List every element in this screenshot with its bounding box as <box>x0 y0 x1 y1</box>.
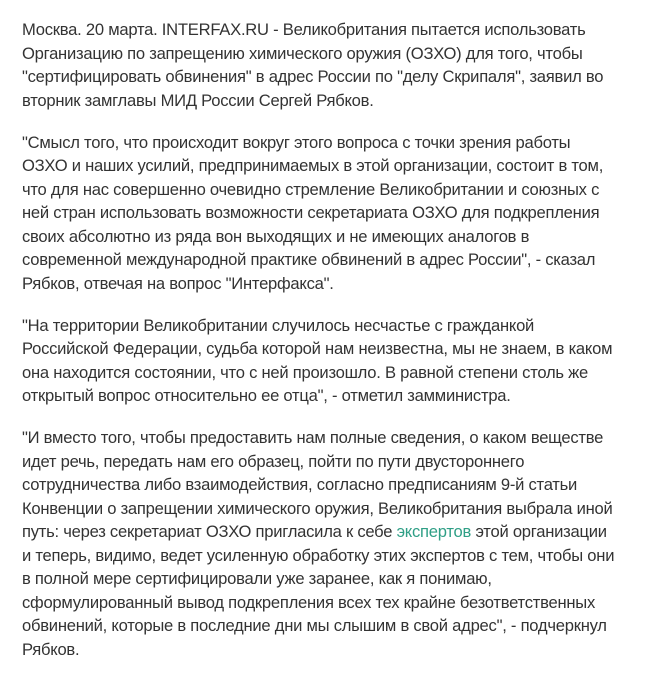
article-body <box>22 18 662 680</box>
text-line: "На территории Великобритании случилось несчастье с гражданкой <box>22 315 535 335</box>
text-line: Рябков, отвечая на вопрос "Интерфакса". <box>22 273 334 293</box>
text-line: современной международной практике обвинений в адрес России", - сказал <box>22 250 596 269</box>
text-line: "сертифицировать обвинения" в адрес России по "делу Скрипаля", заявил во <box>22 67 604 86</box>
paragraph-quote-2 <box>22 314 662 408</box>
text-segment: путь: через секретариат ОЗХО пригласила к себе <box>22 522 397 541</box>
text-line: сформулированный вывод подкрепления всех тех крайне безответственных <box>22 592 595 612</box>
text-line: что для нас совершенно очевидно стремление Великобритании и союзных с <box>22 179 600 199</box>
text-line: она находится состоянии, что с ней произошло. В равной степени столь же <box>22 362 588 382</box>
text-line: и теперь, видимо, ведет усиленную обработку этих экспертов с тем, чтобы они <box>22 545 615 565</box>
text-line: обвинений, которые в последние дни мы слышим в свой адрес", - подчеркнул <box>22 616 607 635</box>
experts-link[interactable]: экспертов <box>396 522 472 541</box>
text-segment: этой организации <box>471 522 607 541</box>
text-line: Российской Федерации, судьба которой нам неизвестна, мы не знаем, в каком <box>22 339 613 358</box>
paragraph-quote-3 <box>22 426 662 661</box>
text-line: сотрудничества либо взаимодействия, согласно предписаниям 9-й статьи <box>22 475 578 494</box>
text-line: вторник замглавы МИД России Сергей Рябков. <box>22 90 374 110</box>
paragraph-quote-1 <box>22 131 662 296</box>
text-line: ней стран использовать возможности секретариата ОЗХО для подкрепления <box>22 203 600 222</box>
text-line: "И вместо того, чтобы предоставить нам полные сведения, о каком веществе <box>22 428 604 447</box>
text-line: в полной мере сертифицировали уже заранее, как я понимаю, <box>22 569 492 588</box>
text-line: ОЗХО и наших усилий, предпринимаемых в этой организации, состоит в том, <box>22 156 604 175</box>
paragraph-lead <box>22 18 662 112</box>
text-line: своих абсолютно из ряда вон выходящих и не имеющих аналогов в <box>22 226 530 246</box>
text-line: "Смысл того, что происходит вокруг этого вопроса с точки зрения работы <box>22 132 571 152</box>
text-line-with-link <box>22 520 662 544</box>
text-line: открытый вопрос относительно ее отца", - отметил замминистра. <box>22 386 511 405</box>
text-line: идет речь, передать нам его образец, пойти по пути двустороннего <box>22 451 525 471</box>
text-line: Организацию по запрещению химического оружия (ОЗХО) для того, чтобы <box>22 43 583 63</box>
text-line: Москва. 20 марта. INTERFAX.RU - Великобритания пытается использовать <box>22 20 586 39</box>
text-line: Конвенции о запрещении химического оружия, Великобритания выбрала иной <box>22 498 613 518</box>
text-line: Рябков. <box>22 639 80 659</box>
